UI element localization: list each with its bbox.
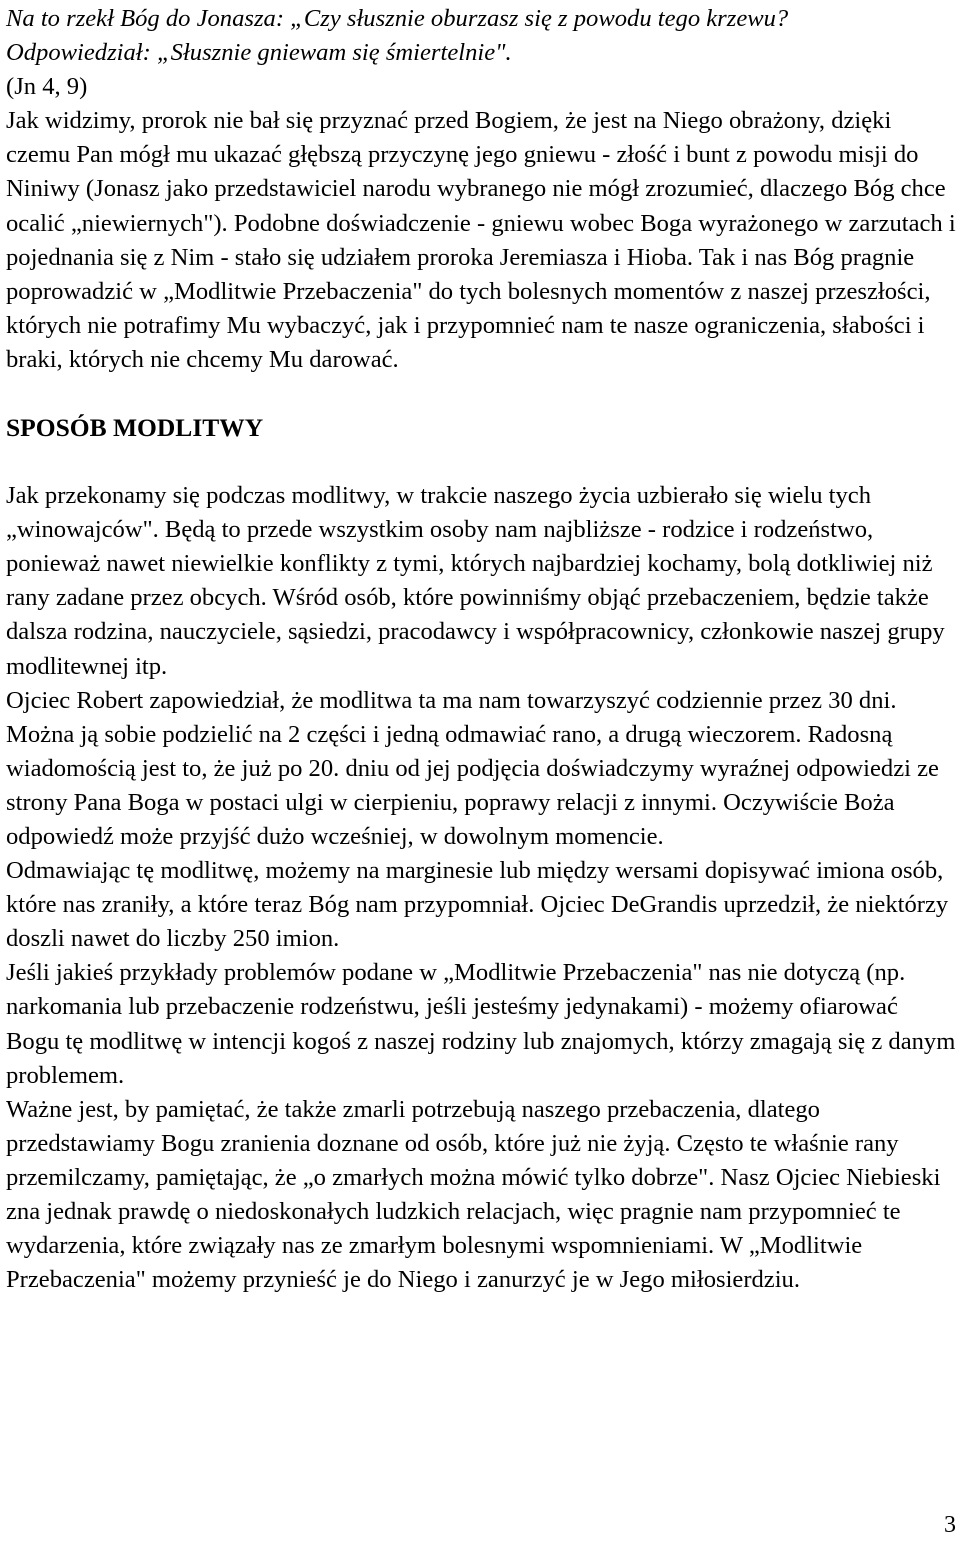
spacer — [6, 377, 956, 411]
scripture-reference: (Jn 4, 9) — [6, 73, 88, 101]
paragraph-zmarli: Ważne jest, by pamiętać, że także zmarli potrzebują naszego przebaczenia, dlatego przedstawiamy Bogu zranienia doznane od osób, które już nie żyją. Często te właśnie rany przemilczamy, pamiętając, że „o zmarłych można mówić tylko dobrze". Nasz Ojciec Niebieski zna jednak prawdę o niedoskonałych ludzkich relacjach, więc pragnie nam przypomnieć te wydarzenia, które związały nas ze zmarłym bolesnymi wspomnieniami. W „Modlitwie Przebaczenia" możemy przynieść je do Niego i zanurzyć je w Jego miłosierdziu. — [6, 1095, 941, 1294]
page-number: 3 — [944, 1512, 956, 1538]
scripture-quote-line-1: Na to rzekł Bóg do Jonasza: „Czy słusznie oburzasz się z powodu tego krzewu? — [6, 5, 789, 32]
section-heading: SPOSÓB MODLITWY — [6, 413, 264, 443]
paragraph-winowajcy: Jak przekonamy się podczas modlitwy, w trakcie naszego życia uzbierało się wielu tych „winowajców". Będą to przede wszystkim osoby nam najbliższe - rodzice i rodzeństwo, ponieważ nawet niewielkie konflikty z tymi, których najbardziej kochamy, bolą dotkliwiej niż rany zadane przez obcych. Wśród osób, które powinniśmy objąć przebaczeniem, będzie także dalsza rodzina, nauczyciele, sąsiedzi, pracodawcy i współpracownicy, członkowie naszej grupy modlitewnej itp. — [6, 482, 945, 680]
scripture-quote-line-2: Odpowiedział: „Słusznie gniewam się śmiertelnie". — [6, 39, 512, 67]
spacer — [6, 445, 956, 479]
document-page — [6, 2, 956, 1297]
paragraph-30-dni: Ojciec Robert zapowiedział, że modlitwa ta ma nam towarzyszyć codziennie przez 30 dni. Można ją sobie podzielić na 2 części i jedną odmawiać rano, a drugą wieczorem. Radosną wiadomością jest to, że już po 20. dniu od jej podjęcia doświadczymy wyraźnej odpowiedzi ze strony Pana Boga w postaci ulgi w cierpieniu, poprawy relacji z innymi. Oczywiście Boża odpowiedź może przyjść dużo wcześniej, w dowolnym momencie. — [6, 686, 939, 850]
paragraph-przyklady: Jeśli jakieś przykłady problemów podane w „Modlitwie Przebaczenia" nas nie dotyczą (np. narkomania lub przebaczenie rodzeństwu, jeśli jesteśmy jedynakami) - możemy ofiarować Bogu tę modlitwę w intencji kogoś z naszej rodziny lub znajomych, którzy zmagają się z danym problemem. — [6, 959, 956, 1089]
intro-paragraph: Jak widzimy, prorok nie bał się przyznać przed Bogiem, że jest na Niego obrażony, dzięki czemu Pan mógł mu ukazać głębszą przyczynę jego gniewu - złość i bunt z powodu misji do Niniwy (Jonasz jako przedstawiciel narodu wybranego nie mógł zrozumieć, dlaczego Bóg chce ocalić „niewiernych"). Podobne doświadczenie - gniewu wobec Boga wyrażonego w zarzutach i pojednania się z Nim - stało się udziałem proroka Jeremiasza i Hioba. Tak i nas Bóg pragnie poprowadzić w „Modlitwie Przebaczenia" do tych bolesnych momentów z naszej przeszłości, których nie potrafimy Mu wybaczyć, jak i przypomnieć nam te nasze ograniczenia, słabości i braki, których nie chcemy Mu darować. — [6, 107, 956, 373]
paragraph-imiona: Odmawiając tę modlitwę, możemy na marginesie lub między wersami dopisywać imiona osób, które nas zraniły, a które teraz Bóg nam przypomniał. Ojciec DeGrandis uprzedził, że niektórzy doszli nawet do liczby 250 imion. — [6, 857, 949, 953]
